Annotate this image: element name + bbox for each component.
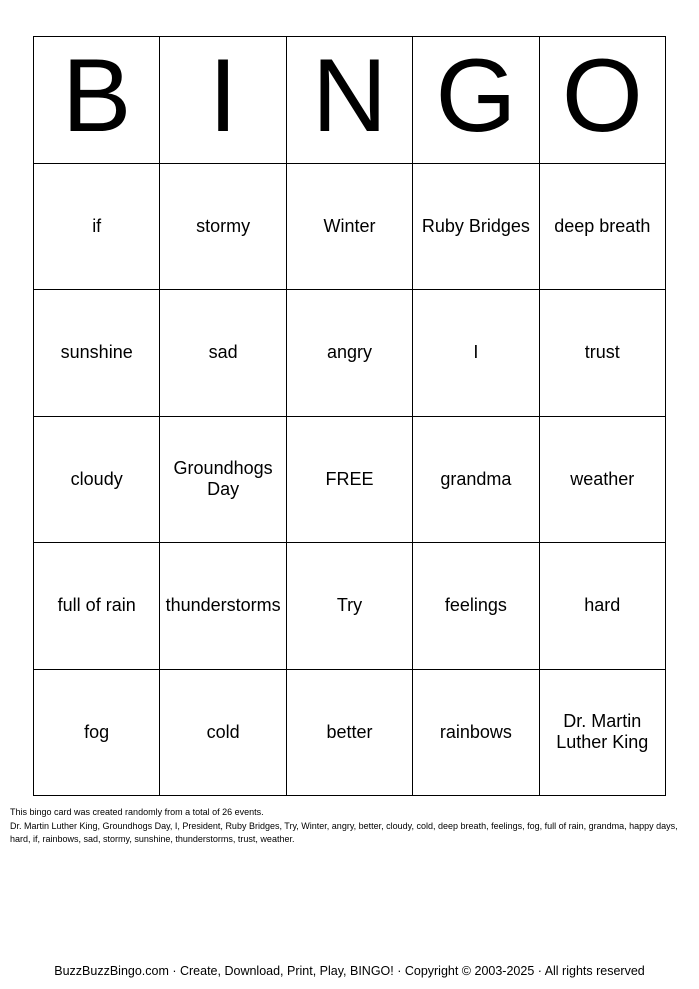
bingo-cell-r1-c5: deep breath: [540, 164, 666, 291]
free-space-cell: FREE: [287, 417, 413, 544]
bingo-cell-r4-c4: feelings: [413, 543, 539, 670]
bingo-cell-r3-c2: Groundhogs Day: [160, 417, 286, 544]
bingo-cell-r1-c3: Winter: [287, 164, 413, 291]
bingo-cell-r1-c4: Ruby Bridges: [413, 164, 539, 291]
bingo-cell-r1-c1: if: [34, 164, 160, 291]
bingo-card: [33, 36, 666, 796]
bingo-cell-r2-c2: sad: [160, 290, 286, 417]
header-letter-n: N: [287, 37, 413, 164]
bingo-cell-r5-c1: fog: [34, 670, 160, 797]
bingo-cell-r3-c1: cloudy: [34, 417, 160, 544]
bingo-cell-r5-c3: better: [287, 670, 413, 797]
bingo-cell-r3-c5: weather: [540, 417, 666, 544]
footer-copyright: BuzzBuzzBingo.com · Create, Download, Print, Play, BINGO! · Copyright © 2003-2025 · All rights reserved: [54, 964, 645, 978]
bingo-cell-r2-c5: trust: [540, 290, 666, 417]
bingo-cell-r4-c2: thunderstorms: [160, 543, 286, 670]
bingo-cell-r2-c3: angry: [287, 290, 413, 417]
bingo-cell-r1-c2: stormy: [160, 164, 286, 291]
header-letter-b: B: [34, 37, 160, 164]
card-info: [10, 806, 690, 847]
bingo-cell-r2-c4: I: [413, 290, 539, 417]
bingo-cell-r5-c2: cold: [160, 670, 286, 797]
events-list-text: Dr. Martin Luther King, Groundhogs Day, I, President, Ruby Bridges, Try, Winter, angry, better, cloudy, cold, deep breath, feelings, fog, full of rain, grandma, happy days, hard, if, rainbows, sad, stormy, sunshine, thunderstorms, trust, weather.: [10, 820, 678, 844]
bingo-cell-r4-c1: full of rain: [34, 543, 160, 670]
bingo-cell-r5-c5: Dr. Martin Luther King: [540, 670, 666, 797]
header-letter-o: O: [540, 37, 666, 164]
bingo-cell-r4-c3: Try: [287, 543, 413, 670]
bingo-cell-r3-c4: grandma: [413, 417, 539, 544]
card-summary-text: This bingo card was created randomly from a total of 26 events.: [10, 807, 264, 817]
bingo-cell-r4-c5: hard: [540, 543, 666, 670]
header-letter-i: I: [160, 37, 286, 164]
bingo-cell-r5-c4: rainbows: [413, 670, 539, 797]
bingo-cell-r2-c1: sunshine: [34, 290, 160, 417]
header-letter-g: G: [413, 37, 539, 164]
